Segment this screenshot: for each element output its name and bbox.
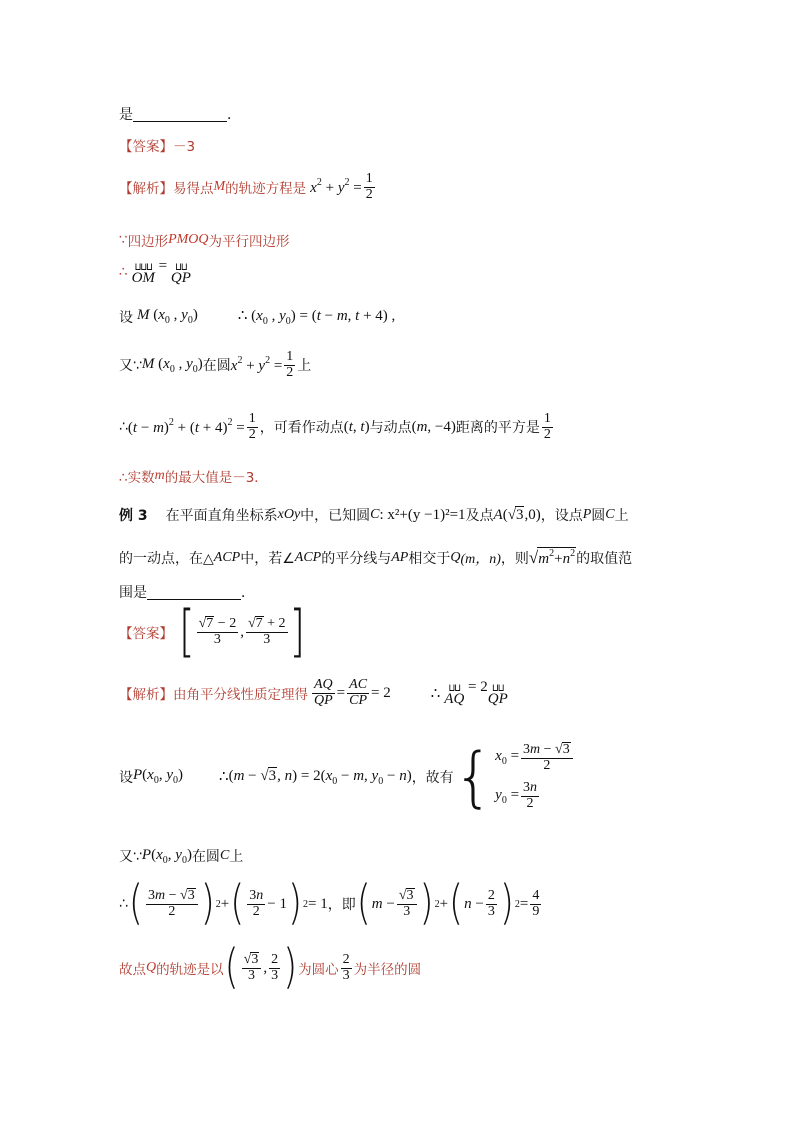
ex3-P: P	[582, 507, 592, 522]
answer-1	[119, 135, 195, 155]
answer-blank-2	[147, 585, 241, 600]
vector-equation: ⵡⵡⵡ OM = ⵡⵡ QP	[131, 258, 191, 286]
ex3-l2-a: 的一动点，在△	[119, 550, 214, 567]
circle-equation: $x^2 + y^2$ =	[230, 355, 283, 375]
ex3-mn: (m，n)	[460, 551, 501, 567]
example-3-line-2	[119, 547, 632, 568]
point-M-coords: M ($x_0$ , $y_0$)	[137, 307, 198, 326]
center-x: $\frac{√3}{3}$	[242, 952, 262, 983]
circle-C: C	[219, 848, 230, 863]
answer-3: 【答案】 [ $\frac{√7 - 2}{3}$ , $\frac{√7 + 2}{3}$ ]	[119, 599, 306, 665]
ex3-text-a: 在平面直角坐标系	[165, 508, 278, 524]
analysis-label: 【解析】	[119, 181, 173, 198]
locus-equation: $x^2 + y^2$ =	[310, 177, 362, 197]
answer-label: 【答案】	[119, 139, 173, 155]
ex3-text-c: 及点	[465, 508, 494, 524]
distance-text-a: ，可看作动点	[259, 420, 344, 437]
on-circle-text-2: 在圆	[191, 849, 220, 865]
point-A: A(√3,0)	[493, 507, 541, 523]
var-m: m	[154, 468, 165, 483]
paren-open-5: (	[224, 940, 239, 994]
final-text-b: 的轨迹是以	[156, 962, 224, 978]
paren-open-1: (	[128, 876, 143, 930]
final-text-a: 故点	[119, 962, 146, 978]
radius: $\frac{2}{3}$	[342, 951, 350, 983]
parallelogram-line	[119, 230, 290, 250]
interval-upper: $\frac{√7 + 2}{3}$	[247, 616, 286, 647]
ex3-AP: AP	[391, 549, 409, 565]
example-label: 例 3	[119, 508, 148, 524]
distance-text-c: 距离的平方是	[455, 420, 540, 437]
distance-text-b: 与动点	[369, 420, 412, 437]
analysis-1	[119, 172, 377, 202]
analysis-3-text: 由角平分线性质定理得	[173, 687, 308, 704]
ex3-text-b: 中，已知圆	[300, 508, 371, 524]
system-brace: {	[453, 738, 494, 815]
P-on-circle-line	[119, 846, 243, 866]
set-M-line	[119, 306, 395, 327]
top-period: ．	[227, 107, 241, 123]
ex3-circle: C	[370, 507, 380, 522]
M-coords-relation: ∴ ($x_0$ , $y_0) = (t - m$, t + 4) ,	[237, 308, 396, 327]
fraction-half-4: $\frac{1}{2}$	[543, 411, 551, 442]
therefore-have-text: ，故有	[411, 769, 454, 786]
right-bracket: ]	[289, 599, 306, 665]
ex3-ACP: ACP	[213, 549, 241, 565]
also-because: 又∵	[119, 358, 142, 375]
ex3-l2-d: 相交于	[408, 550, 451, 567]
ex3-Q: Q	[450, 549, 461, 565]
sqrt-m2-n2: $√m^2+n^2$	[528, 548, 576, 567]
ratio-AQ-QP: $\frac{AQ}{QP}$	[314, 677, 333, 708]
interval-lower: $\frac{√7 - 2}{3}$	[198, 616, 237, 647]
ratio-AC-CP: $\frac{AC}{CP}$	[349, 677, 368, 708]
vector-AQ-2QP: ⵡⵡ AQ = 2 ⵡⵡ QP	[444, 679, 508, 708]
final-text-d: 为半径的圆	[353, 962, 422, 978]
parallel-text-a: 四边形	[127, 234, 169, 250]
ex3-l2-f: 的取值范	[576, 550, 633, 567]
point-M-coords-2: M ($x_0$ , $y_0$)	[141, 355, 203, 375]
paren-open-3: (	[356, 876, 371, 930]
vector-relation: (m − √3, $n) = 2(x_0 - m$, $y_0 - n$)	[228, 767, 412, 787]
point-t-t: (t, t)	[343, 418, 370, 435]
top-fill-blank-line	[119, 104, 241, 124]
ex3-period: ．	[241, 585, 255, 601]
paren-open-2: (	[230, 876, 245, 930]
ex3-text-f: 上	[614, 508, 629, 524]
answer-value: －3	[173, 139, 196, 155]
set-P-line	[119, 738, 575, 815]
M-on-circle-line	[119, 350, 311, 380]
ex3-l3: 围是	[119, 585, 147, 601]
center-y: $\frac{2}{3}$	[271, 951, 279, 983]
frac-4-9: $\frac{4}{9}$	[532, 887, 540, 919]
equation-system: $x_0$ = $\frac{3m - √3}{2}$ $y_0$ = $\frac{3n}{2}$	[495, 742, 575, 812]
analysis-text-a: 易得点	[173, 181, 214, 198]
vector-equality-line	[119, 258, 191, 286]
analysis-text-b: 的轨迹方程是	[225, 181, 307, 198]
point-P-coords: $P(x_0$, $y_0$)	[133, 767, 184, 787]
paren-open-4: (	[449, 876, 464, 930]
on-text-2: 上	[229, 849, 244, 865]
therefore-5: ∴	[119, 896, 128, 912]
max-text-b: 的最大值是－3．	[164, 470, 268, 486]
conclusion-line: 故点 Q 的轨迹是以 ( $\frac{√3}{3}$ , $\frac{2}{3}$ ) 为圆心 $\frac{2}{3}$ 为半径的圆	[119, 940, 422, 994]
fraction-half-3: $\frac{1}{2}$	[248, 411, 256, 442]
answer-3-label: 【答案】	[119, 626, 173, 642]
ex3-xOy: xOy	[277, 507, 301, 522]
example-3-line-1	[119, 505, 629, 525]
ex3-circle-2: C	[605, 507, 615, 522]
frac-2-3: $\frac{2}{3}$	[487, 887, 495, 919]
distance-line	[119, 412, 555, 442]
parallel-text-b: 为平行四边形	[208, 234, 290, 250]
circle-equation-line: ∴ ( $\frac{3m - √3}{2}$ ) 2 + ( $\frac{3n}{2}$ − 1 ) 2 = 1 ，即 ( m − $\frac{√3}{3}$ ) 2 + ( n − $\frac{2}{3}$ ) 2 = $\frac{4}{9}$	[119, 876, 540, 930]
answer-blank	[133, 107, 227, 122]
analysis-3: 【解析】 由角平分线性质定理得 $\frac{AQ}{QP}$ = $\frac{AC}{CP}$ = 2 ∴ ⵡⵡ AQ = 2 ⵡⵡ QP	[119, 677, 508, 708]
ex3-equation: : x²+(y −1)²=1	[379, 506, 466, 523]
ex3-l2-e: ，则	[500, 550, 529, 567]
frac-3n: $\frac{3n}{2}$	[249, 887, 264, 919]
distance-expression: $(t - m)^2 + (t + 4)^2$ =	[127, 417, 245, 437]
set-P-text: 设	[119, 769, 133, 786]
left-bracket: [	[179, 599, 195, 665]
namely-text: ，即	[327, 897, 356, 913]
frac-3m-sqrt3: $\frac{3m - √3}{2}$	[146, 888, 198, 919]
var-M: M	[213, 179, 226, 195]
quad-name: PMOQ	[168, 232, 209, 247]
analysis-3-label: 【解析】	[119, 687, 173, 704]
point-m-4: (m, −4)	[411, 418, 456, 435]
ex3-l2-b: 中，若∠	[240, 550, 295, 567]
on-circle-text: 在圆	[202, 358, 231, 375]
paren-close-3: )	[419, 876, 434, 930]
paren-close-2: )	[287, 876, 303, 930]
point-P-coords-2: $P(x_0$, $y_0$)	[141, 846, 192, 866]
also-because-2: 又∵	[119, 849, 142, 865]
therefore-3: ∴	[430, 685, 441, 702]
max-value-line	[119, 466, 268, 486]
top-prefix: 是	[119, 107, 133, 123]
ex3-text-e: 圆	[591, 508, 606, 524]
ex3-text-d: ，设点	[540, 508, 583, 524]
therefore-2: ∴	[119, 419, 128, 436]
max-text-a: ∴实数	[119, 470, 155, 486]
final-Q: Q	[146, 960, 157, 975]
ex3-ACP-2: ACP	[294, 549, 322, 565]
paren-close-4: )	[499, 876, 514, 930]
set-text: 设	[119, 309, 133, 326]
because-symbol: ∵	[119, 232, 128, 248]
frac-sqrt3-3: $\frac{√3}{3}$	[397, 888, 417, 919]
ex3-l2-c: 的平分线与	[321, 550, 392, 567]
fraction-half-2: $\frac{1}{2}$	[286, 349, 294, 380]
fraction-half: $\frac{1}{2}$	[365, 171, 373, 202]
paren-close-1: )	[200, 876, 215, 930]
final-text-c: 为圆心	[298, 962, 339, 978]
paren-close-5: )	[283, 940, 298, 994]
therefore-symbol: ∴	[119, 264, 128, 280]
on-text: 上	[297, 358, 312, 375]
therefore-4: ∴	[219, 769, 229, 786]
